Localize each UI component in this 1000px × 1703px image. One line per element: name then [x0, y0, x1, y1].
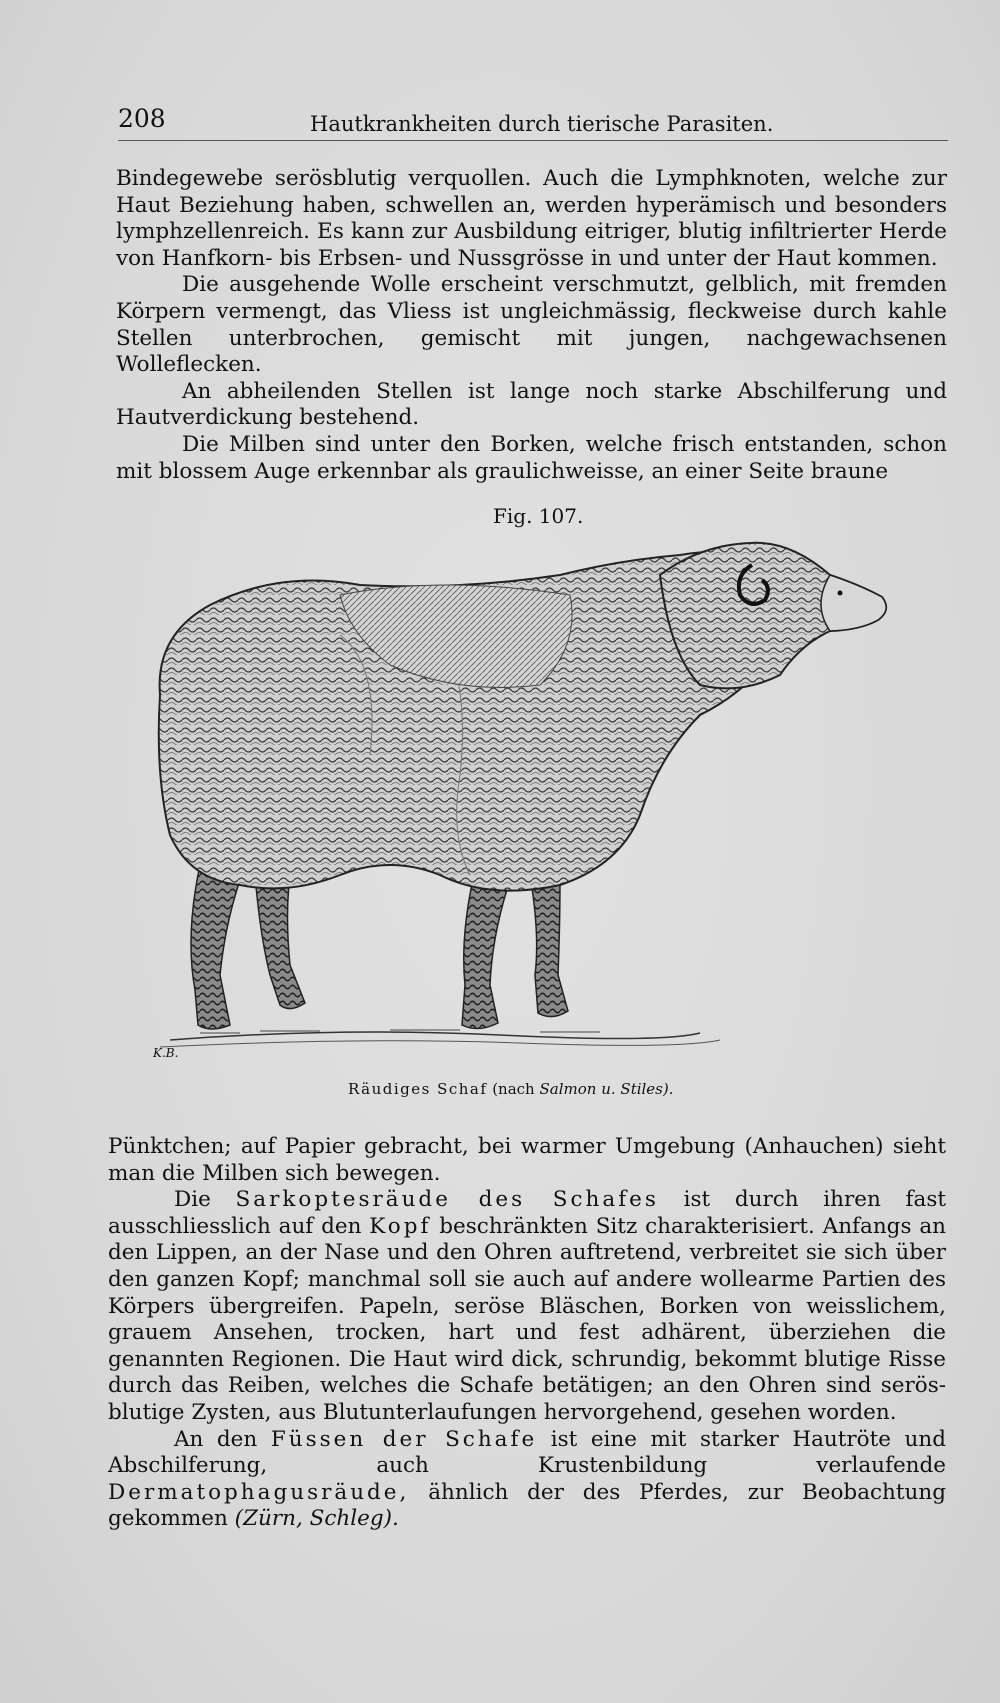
caption-title: Räudiges Schaf: [348, 1080, 488, 1098]
paragraph: An abheilenden Stellen ist lange noch starke Abschilferung und Hautverdickung bestehend.: [116, 378, 947, 431]
paragraph: Die ausgehende Wolle erscheint verschmutzt, gelblich, mit fremden Körpern vermengt, das Vliess ist ungleichmässig, fleckweise durch kahle Stellen unterbrochen, gemischt mit jungen, nachgewachsenen Wolleflecken.: [116, 272, 947, 378]
caption-authors: Salmon u. Stiles).: [539, 1080, 674, 1098]
text-run: Die: [174, 1187, 211, 1213]
text-run: An den: [174, 1426, 258, 1452]
spaced-term: Dermatophagusräude,: [108, 1479, 410, 1505]
text-run: ähnlich der des Pferdes, zur Beobachtung gekommen: [108, 1479, 946, 1532]
figure-label: Fig. 107.: [493, 504, 584, 528]
text-run: beschränkten Sitz charakterisiert. Anfangs an den Lippen, an der Nase und den Ohren auftretend, verbreitet sie sich über den ganzen Kopf; manchmal soll sie auch auf andere wollearme Partien des Körpers übergreifen. Papeln, seröse Bläschen, Borken von weisslichem, grauem Ansehen, trocken, hart und fest adhärent, überziehen die genannten Regionen. Die Haut wird dick, schrundig, bekommt blutige Risse durch das Reiben, welches die Schafe betätigen; an den Ohren sind serös-blutige Zysten, aus Blutunterlaufungen hervorgehend, gesehen worden.: [108, 1213, 946, 1425]
text-run: ist eine mit starker Hautröte und Abschilferung, auch Krustenbildung verlaufende: [108, 1426, 946, 1479]
spaced-term: Sarkoptesräude des Schafes: [235, 1187, 659, 1213]
paragraph: Bindegewebe serösblutig verquollen. Auch die Lymphknoten, welche zur Haut Beziehung haben, schwellen an, werden hyperämisch und besonders lymphzellenreich. Es kann zur Ausbildung eitriger, blutig infiltrierter Herde von Hanfkorn- bis Erbsen- und Nussgrösse in und unter der Haut kommen.: [116, 166, 947, 271]
paragraph: [108, 1427, 946, 1533]
paragraph: Die Milben sind unter den Borken, welche frisch entstanden, schon mit blossem Auge erkennbar als graulichweisse, an einer Seite braune: [116, 431, 947, 484]
running-head: [118, 104, 948, 141]
citation: (Zürn, Schleg).: [234, 1506, 399, 1532]
header-title: Hautkrankheiten durch tierische Parasiten.: [310, 112, 774, 136]
paragraph: [108, 1187, 946, 1426]
page-number: 208: [118, 104, 166, 133]
illustrator-signature: K.B.: [153, 1046, 179, 1060]
caption-nach: (nach: [492, 1080, 535, 1098]
body-text-bottom: [108, 1134, 946, 1533]
figure-caption: [348, 1080, 674, 1098]
body-text-top: [116, 166, 947, 485]
sheep-illustration: [140, 535, 920, 1075]
spaced-term: Füssen der Schafe: [270, 1426, 538, 1452]
paragraph: Pünktchen; auf Papier gebracht, bei warmer Umgebung (Anhauchen) sieht man die Milben sich bewegen.: [108, 1134, 946, 1186]
text-run: ist durch ihren fast ausschliesslich auf den: [108, 1187, 946, 1239]
spaced-term: Kopf: [369, 1213, 432, 1239]
